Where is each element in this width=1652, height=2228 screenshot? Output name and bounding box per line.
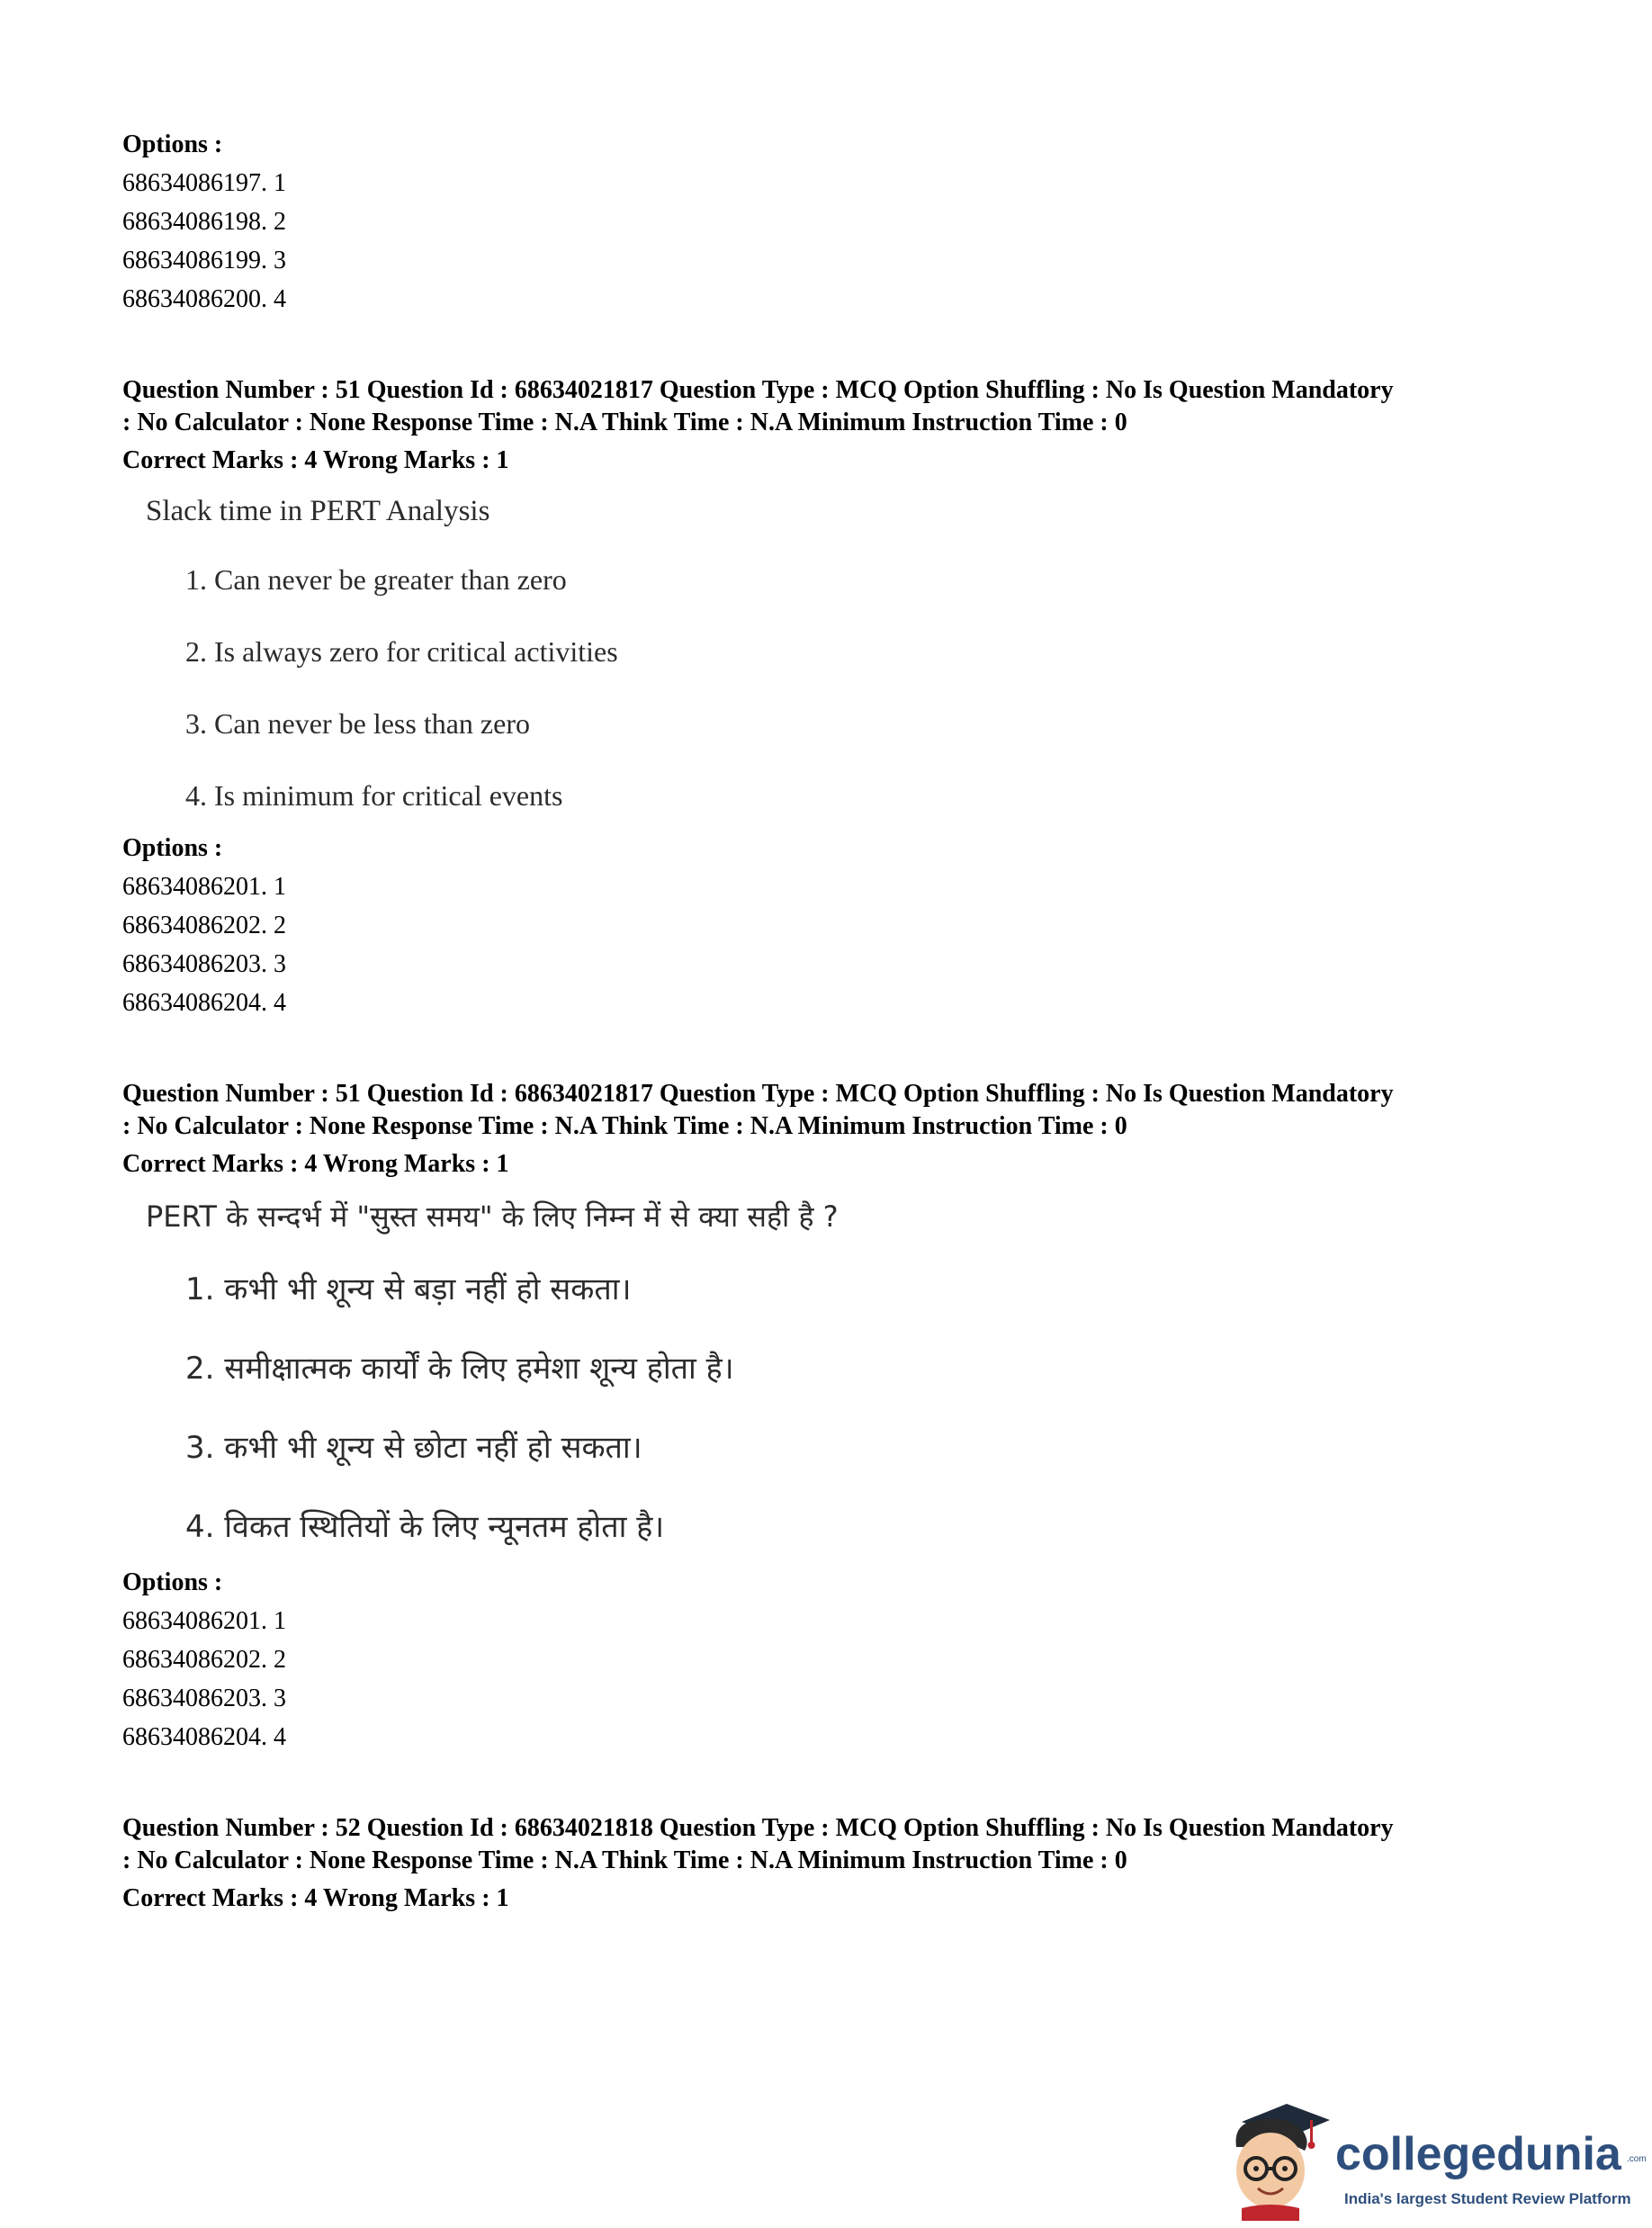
question-block-51-hindi	[122, 1078, 1553, 1756]
question-stem: Slack time in PERT Analysis	[146, 495, 490, 527]
option-line: 68634086203. 3	[122, 1684, 286, 1712]
student-mascot-icon	[1224, 2095, 1332, 2221]
collegedunia-logo	[1224, 2088, 1647, 2223]
question-meta-line: Question Number : 51 Question Id : 68634021817 Question Type : MCQ Option Shuffling : No Is Question Mandatory	[122, 1080, 1394, 1108]
options-label: Options :	[122, 834, 223, 862]
question-choice: 3. कभी भी शून्य से छोटा नहीं हो सकता।	[185, 1430, 642, 1466]
question-stem: PERT के सन्दर्भ में "सुस्त समय" के लिए निम्न में से क्या सही है ?	[146, 1199, 839, 1234]
question-image	[122, 1195, 1553, 1550]
option-line: 68634086198. 2	[122, 208, 286, 236]
question-block-51-english	[122, 374, 1553, 1022]
option-line: 68634086201. 1	[122, 873, 286, 901]
logo-wordmark: collegedunia	[1335, 2128, 1621, 2180]
logo-domain-suffix: .com	[1627, 2154, 1647, 2164]
option-line: 68634086202. 2	[122, 912, 286, 939]
question-image	[122, 491, 1553, 815]
question-choice: 1. कभी भी शून्य से बड़ा नहीं हो सकता।	[185, 1271, 632, 1307]
question-choice: 2. समीक्षात्मक कार्यों के लिए हमेशा शून्य होता है।	[185, 1351, 734, 1387]
question-choice: 4. विकत स्थितियों के लिए न्यूनतम होता है।	[185, 1509, 665, 1545]
question-meta-line: Question Number : 52 Question Id : 68634021818 Question Type : MCQ Option Shuffling : No Is Question Mandatory	[122, 1814, 1394, 1842]
question-marks: Correct Marks : 4 Wrong Marks : 1	[122, 446, 509, 474]
question-meta-line: : No Calculator : None Response Time : N.A Think Time : N.A Minimum Instruction Time : 0	[122, 1112, 1127, 1140]
question-meta-line: : No Calculator : None Response Time : N.A Think Time : N.A Minimum Instruction Time : 0	[122, 1846, 1127, 1874]
question-choice: 3. Can never be less than zero	[185, 707, 530, 740]
option-line: 68634086200. 4	[122, 285, 286, 313]
question-choice: 1. Can never be greater than zero	[185, 563, 567, 596]
document-page	[122, 126, 1553, 1971]
question-choice: 4. Is minimum for critical events	[185, 779, 563, 812]
option-line: 68634086204. 4	[122, 989, 286, 1017]
option-line: 68634086203. 3	[122, 950, 286, 978]
question-block-continued	[122, 126, 1553, 319]
question-marks: Correct Marks : 4 Wrong Marks : 1	[122, 1150, 509, 1178]
option-line: 68634086202. 2	[122, 1646, 286, 1674]
option-line: 68634086199. 3	[122, 247, 286, 274]
question-marks: Correct Marks : 4 Wrong Marks : 1	[122, 1884, 509, 1912]
options-label: Options :	[122, 1568, 223, 1596]
question-choice: 2. Is always zero for critical activities	[185, 635, 618, 668]
option-line: 68634086197. 1	[122, 169, 286, 197]
question-block-52	[122, 1812, 1553, 1915]
question-meta-line: Question Number : 51 Question Id : 68634021817 Question Type : MCQ Option Shuffling : No Is Question Mandatory	[122, 376, 1394, 404]
question-meta-line: : No Calculator : None Response Time : N.A Think Time : N.A Minimum Instruction Time : 0	[122, 409, 1127, 436]
options-label: Options :	[122, 130, 223, 158]
option-line: 68634086201. 1	[122, 1607, 286, 1635]
option-line: 68634086204. 4	[122, 1723, 286, 1751]
logo-tagline: India's largest Student Review Platform	[1344, 2190, 1631, 2207]
